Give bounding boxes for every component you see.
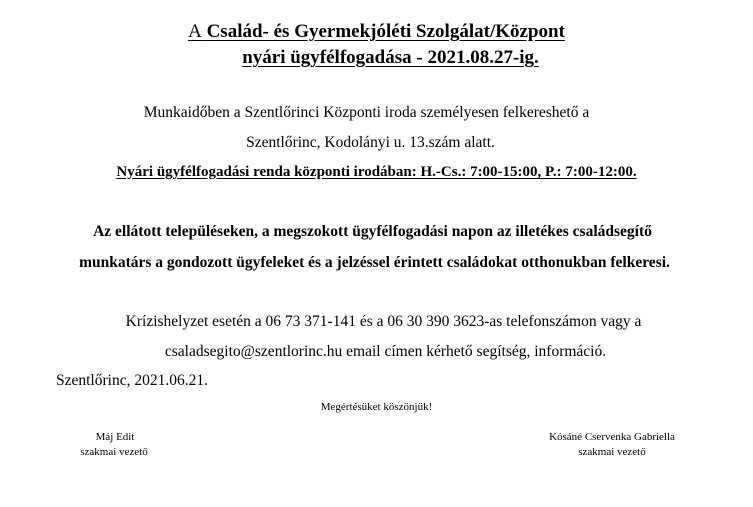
left-signatory-role: szakmai vezető [80, 446, 148, 458]
right-signatory-name: Kósáné Cservenka Gabriella [549, 431, 675, 443]
settlements-text-line-2: munkatárs a gondozott ügyfeleket és a jelzéssel érintett családokat otthonukban felkeresi. [79, 254, 670, 271]
thanks-note: Megértésüket köszönjük! [320, 401, 433, 413]
crisis-text-line-1: Krízishelyzet esetén a 06 73 371-141 és a 06 30 390 3623-as telefonszámon vagy a [125, 313, 642, 330]
title-prefix: A [188, 21, 202, 42]
office-text-line-2: Szentlőrinc, Kodolányi u. 13.szám alatt. [246, 134, 495, 151]
title-line-2: nyári ügyfélfogadása - 2021.08.27-ig. [242, 47, 539, 68]
right-signatory-role: szakmai vezető [578, 446, 646, 458]
title-line-1 [0, 21, 753, 43]
settlements-text-line-1: Az ellátott településeken, a megszokott ügyfélfogadási napon az illetékes családsegítő [93, 223, 652, 240]
left-signatory-name: Máj Edit [95, 431, 135, 443]
title-organization: Család- és Gyermekjóléti Szolgálat/Központ [206, 21, 565, 42]
office-hours-schedule: Nyári ügyfélfogadási renda központi irodában: H.-Cs.: 7:00-15:00, P.: 7:00-12:00. [116, 164, 637, 180]
crisis-text-line-2: csaladsegito@szentlorinc.hu email címen kérhető segítség, információ. [164, 343, 607, 360]
office-text-line-1: Munkaidőben a Szentlőrinci Központi iroda személyesen felkereshető a [143, 104, 590, 121]
place-and-date: Szentlőrinc, 2021.06.21. [56, 372, 208, 389]
